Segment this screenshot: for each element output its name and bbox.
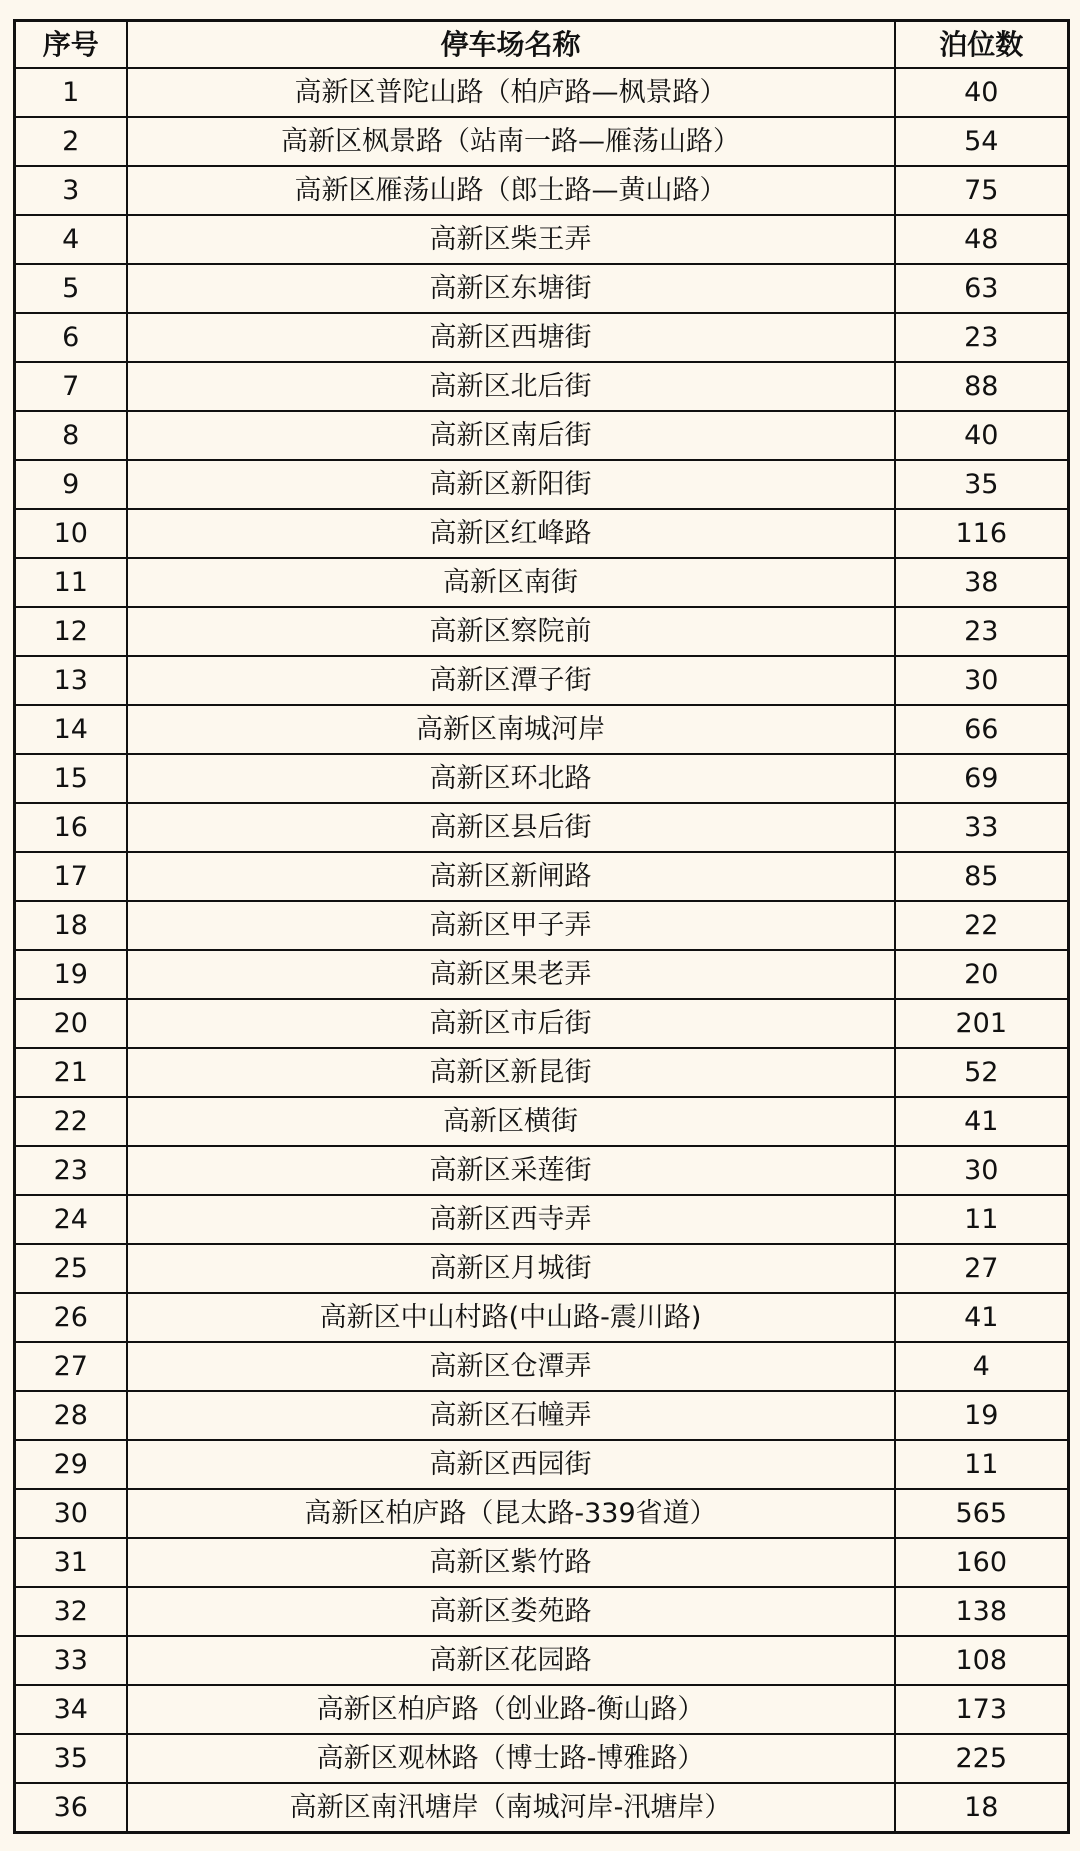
- cell-index: 21: [15, 1048, 127, 1097]
- table-row: [15, 509, 1069, 558]
- cell-name: 高新区新闸路: [127, 852, 895, 901]
- cell-spaces: 66: [895, 705, 1069, 754]
- table-header-row: [15, 21, 1069, 69]
- cell-index: 11: [15, 558, 127, 607]
- cell-name: 高新区观林路（博士路-博雅路）: [127, 1734, 895, 1783]
- cell-name: 高新区柏庐路（创业路-衡山路）: [127, 1685, 895, 1734]
- cell-name: 高新区娄苑路: [127, 1587, 895, 1636]
- table-body: [15, 68, 1069, 1833]
- parking-lot-table: [13, 19, 1070, 1834]
- cell-index: 10: [15, 509, 127, 558]
- cell-name: 高新区紫竹路: [127, 1538, 895, 1587]
- cell-index: 18: [15, 901, 127, 950]
- table-row: [15, 313, 1069, 362]
- cell-name: 高新区柏庐路（昆太路-339省道）: [127, 1489, 895, 1538]
- cell-name: 高新区枫景路（站南一路—雁荡山路）: [127, 117, 895, 166]
- cell-index: 22: [15, 1097, 127, 1146]
- table-row: [15, 1734, 1069, 1783]
- cell-spaces: 40: [895, 68, 1069, 117]
- table-row: [15, 999, 1069, 1048]
- table-row: [15, 1587, 1069, 1636]
- table-row: [15, 607, 1069, 656]
- table-row: [15, 558, 1069, 607]
- cell-spaces: 38: [895, 558, 1069, 607]
- cell-spaces: 20: [895, 950, 1069, 999]
- cell-index: 15: [15, 754, 127, 803]
- cell-index: 32: [15, 1587, 127, 1636]
- cell-name: 高新区柴王弄: [127, 215, 895, 264]
- cell-spaces: 88: [895, 362, 1069, 411]
- cell-spaces: 160: [895, 1538, 1069, 1587]
- cell-index: 25: [15, 1244, 127, 1293]
- table-row: [15, 1097, 1069, 1146]
- cell-index: 36: [15, 1783, 127, 1833]
- cell-name: 高新区南城河岸: [127, 705, 895, 754]
- cell-index: 17: [15, 852, 127, 901]
- cell-spaces: 138: [895, 1587, 1069, 1636]
- table-row: [15, 264, 1069, 313]
- cell-name: 高新区西塘街: [127, 313, 895, 362]
- cell-index: 14: [15, 705, 127, 754]
- cell-index: 35: [15, 1734, 127, 1783]
- table-row: [15, 1489, 1069, 1538]
- table-row: [15, 1636, 1069, 1685]
- cell-index: 9: [15, 460, 127, 509]
- cell-index: 26: [15, 1293, 127, 1342]
- cell-index: 12: [15, 607, 127, 656]
- cell-spaces: 41: [895, 1293, 1069, 1342]
- cell-index: 31: [15, 1538, 127, 1587]
- cell-name: 高新区西寺弄: [127, 1195, 895, 1244]
- cell-spaces: 201: [895, 999, 1069, 1048]
- cell-name: 高新区西园街: [127, 1440, 895, 1489]
- cell-index: 29: [15, 1440, 127, 1489]
- cell-name: 高新区东塘街: [127, 264, 895, 313]
- cell-spaces: 23: [895, 607, 1069, 656]
- cell-spaces: 75: [895, 166, 1069, 215]
- cell-index: 13: [15, 656, 127, 705]
- table-row: [15, 852, 1069, 901]
- cell-spaces: 19: [895, 1391, 1069, 1440]
- cell-name: 高新区新阳街: [127, 460, 895, 509]
- table-row: [15, 1146, 1069, 1195]
- table-row: [15, 1048, 1069, 1097]
- cell-spaces: 4: [895, 1342, 1069, 1391]
- cell-name: 高新区甲子弄: [127, 901, 895, 950]
- cell-index: 16: [15, 803, 127, 852]
- table-row: [15, 1391, 1069, 1440]
- cell-name: 高新区中山村路(中山路-震川路): [127, 1293, 895, 1342]
- table-row: [15, 460, 1069, 509]
- cell-spaces: 52: [895, 1048, 1069, 1097]
- cell-name: 高新区北后街: [127, 362, 895, 411]
- cell-name: 高新区南汛塘岸（南城河岸-汛塘岸）: [127, 1783, 895, 1833]
- cell-index: 6: [15, 313, 127, 362]
- cell-name: 高新区仓潭弄: [127, 1342, 895, 1391]
- header-spaces: 泊位数: [895, 21, 1069, 69]
- cell-index: 24: [15, 1195, 127, 1244]
- table-row: [15, 803, 1069, 852]
- cell-spaces: 108: [895, 1636, 1069, 1685]
- table-row: [15, 950, 1069, 999]
- cell-spaces: 35: [895, 460, 1069, 509]
- cell-index: 34: [15, 1685, 127, 1734]
- cell-spaces: 30: [895, 1146, 1069, 1195]
- table-row: [15, 1293, 1069, 1342]
- table-row: [15, 1538, 1069, 1587]
- header-index: 序号: [15, 21, 127, 69]
- cell-spaces: 225: [895, 1734, 1069, 1783]
- cell-index: 33: [15, 1636, 127, 1685]
- cell-name: 高新区南后街: [127, 411, 895, 460]
- cell-spaces: 40: [895, 411, 1069, 460]
- cell-spaces: 565: [895, 1489, 1069, 1538]
- cell-spaces: 63: [895, 264, 1069, 313]
- cell-index: 20: [15, 999, 127, 1048]
- cell-spaces: 69: [895, 754, 1069, 803]
- cell-name: 高新区月城街: [127, 1244, 895, 1293]
- cell-spaces: 173: [895, 1685, 1069, 1734]
- cell-index: 28: [15, 1391, 127, 1440]
- cell-name: 高新区环北路: [127, 754, 895, 803]
- cell-name: 高新区新昆街: [127, 1048, 895, 1097]
- cell-spaces: 41: [895, 1097, 1069, 1146]
- table-row: [15, 754, 1069, 803]
- cell-name: 高新区市后街: [127, 999, 895, 1048]
- cell-name: 高新区南街: [127, 558, 895, 607]
- table-row: [15, 901, 1069, 950]
- table-row: [15, 362, 1069, 411]
- cell-index: 23: [15, 1146, 127, 1195]
- cell-name: 高新区普陀山路（柏庐路—枫景路）: [127, 68, 895, 117]
- cell-spaces: 18: [895, 1783, 1069, 1833]
- cell-name: 高新区潭子街: [127, 656, 895, 705]
- cell-spaces: 116: [895, 509, 1069, 558]
- table-row: [15, 705, 1069, 754]
- cell-index: 2: [15, 117, 127, 166]
- table-row: [15, 166, 1069, 215]
- table-row: [15, 1195, 1069, 1244]
- table-row: [15, 1342, 1069, 1391]
- cell-index: 7: [15, 362, 127, 411]
- cell-index: 5: [15, 264, 127, 313]
- table-row: [15, 656, 1069, 705]
- cell-name: 高新区石幢弄: [127, 1391, 895, 1440]
- cell-name: 高新区察院前: [127, 607, 895, 656]
- cell-spaces: 11: [895, 1440, 1069, 1489]
- cell-index: 1: [15, 68, 127, 117]
- table-row: [15, 411, 1069, 460]
- cell-spaces: 27: [895, 1244, 1069, 1293]
- cell-spaces: 11: [895, 1195, 1069, 1244]
- cell-name: 高新区县后街: [127, 803, 895, 852]
- table-row: [15, 68, 1069, 117]
- table-row: [15, 1783, 1069, 1833]
- cell-name: 高新区横街: [127, 1097, 895, 1146]
- cell-index: 4: [15, 215, 127, 264]
- table-row: [15, 117, 1069, 166]
- cell-name: 高新区采莲街: [127, 1146, 895, 1195]
- cell-spaces: 33: [895, 803, 1069, 852]
- cell-index: 3: [15, 166, 127, 215]
- table-row: [15, 1685, 1069, 1734]
- cell-index: 19: [15, 950, 127, 999]
- cell-spaces: 23: [895, 313, 1069, 362]
- cell-name: 高新区果老弄: [127, 950, 895, 999]
- cell-spaces: 22: [895, 901, 1069, 950]
- cell-index: 27: [15, 1342, 127, 1391]
- cell-spaces: 85: [895, 852, 1069, 901]
- table-row: [15, 1440, 1069, 1489]
- cell-name: 高新区花园路: [127, 1636, 895, 1685]
- table-row: [15, 1244, 1069, 1293]
- cell-spaces: 30: [895, 656, 1069, 705]
- header-name: 停车场名称: [127, 21, 895, 69]
- cell-index: 8: [15, 411, 127, 460]
- table-row: [15, 215, 1069, 264]
- cell-name: 高新区雁荡山路（郎士路—黄山路）: [127, 166, 895, 215]
- cell-spaces: 54: [895, 117, 1069, 166]
- cell-index: 30: [15, 1489, 127, 1538]
- cell-spaces: 48: [895, 215, 1069, 264]
- cell-name: 高新区红峰路: [127, 509, 895, 558]
